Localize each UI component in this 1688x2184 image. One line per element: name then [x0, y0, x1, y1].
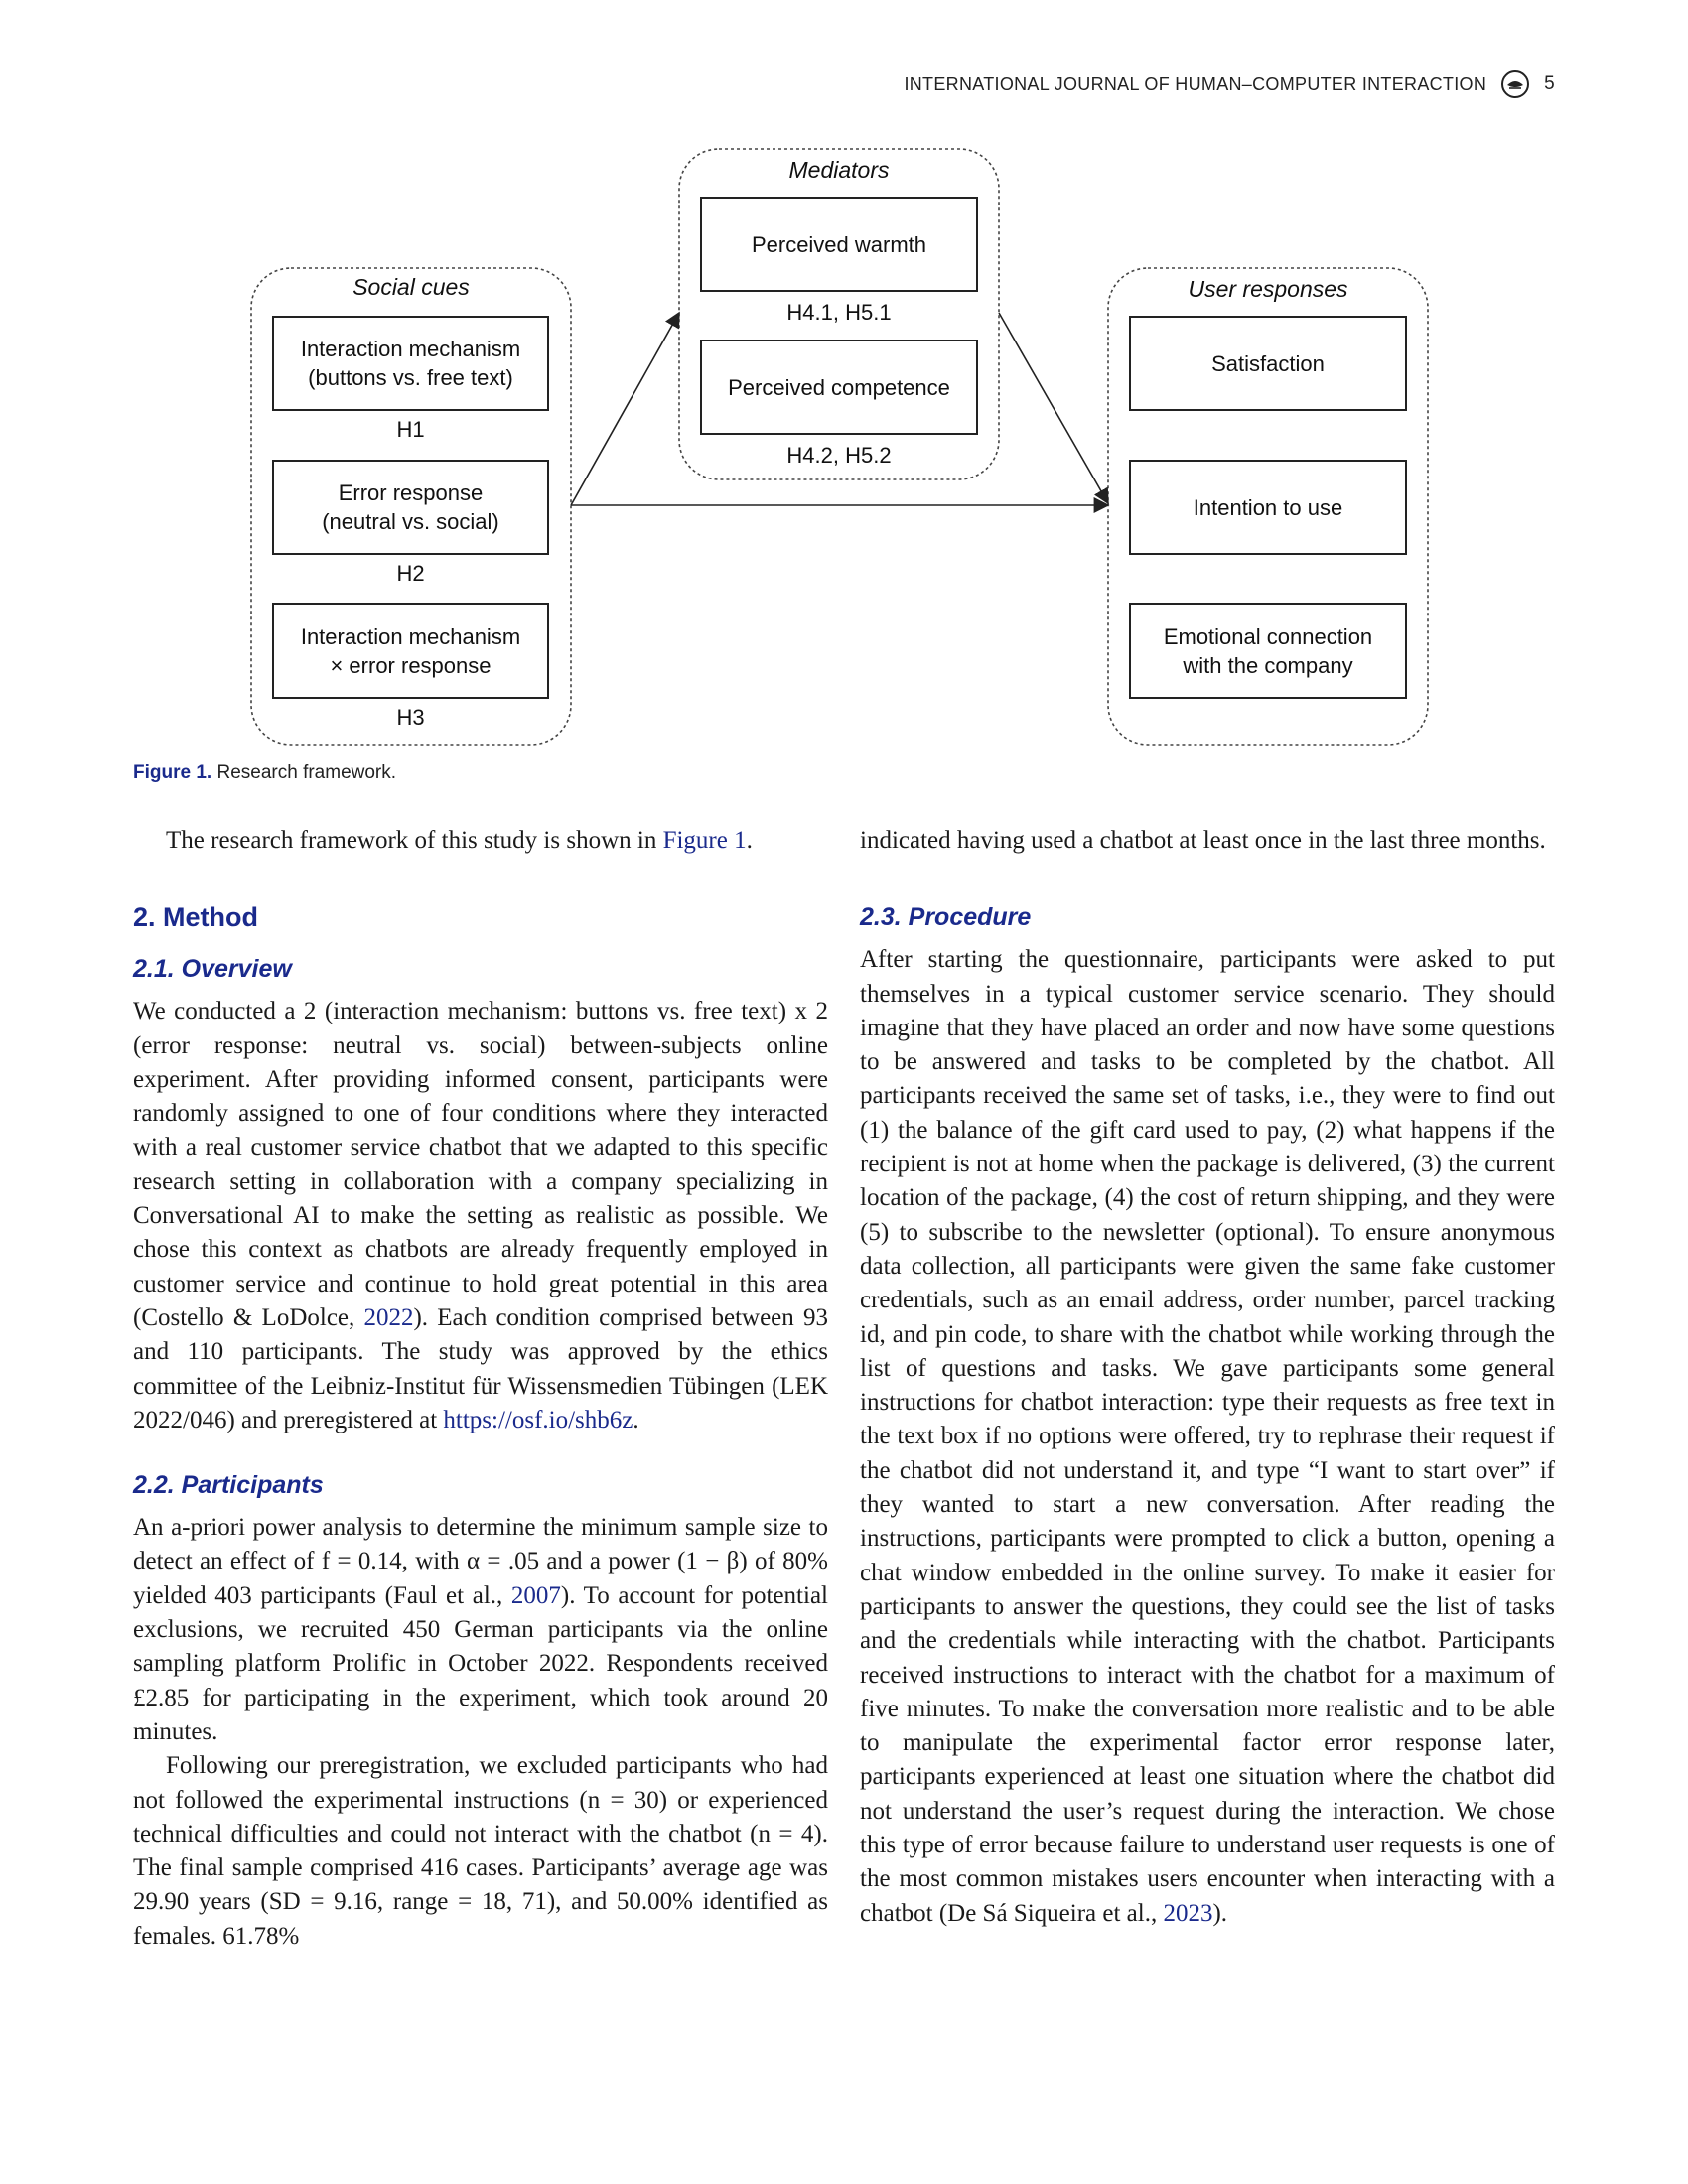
figure-caption-label: Figure 1.	[133, 762, 212, 783]
procedure-paragraph: After starting the questionnaire, participants were asked to put themselves in a typical customer service scenario. They should imagine that they have placed an order and now have some questions to be answered and tasks to be completed by the chatbot. All participants received the same set of tasks, i.e., they were to find out (1) the balance of the gift card used to pay, (2) what happens if the recipient is not at home when the package is delivered, (3) the current location of the package, (4) the cost of return shipping, and they were (5) to subscribe to the newsletter (optional). To ensure anonymous data collection, all participants were given the same fake customer credentials, such as an email address, order number, parcel tracking id, and pin code, to share with the chatbot while working through the list of questions and tasks. We gave participants some general instructions for chatbot interaction: type their requests as free text in the text box if no options were offered, try to rephrase their request if the chatbot did not understand it, and type “I want to start over” if they wanted to start a new conversation. After reading the instructions, participants were prompted to click a button, opening a chat window embedded in the online survey. To make it easier for participants to answer the questions, they could see the list of tasks and the credentials while interacting with the chatbot. Participants received instructions to interact with the chatbot for a maximum of five minutes. To make the conversation more realistic and to be able to manipulate the experimental factor error response later, participants experienced at least one situation where the chatbot did not understand the user’s request during the interaction. We chose this type of error because failure to understand user requests is one of the most common mistakes users encounter when interacting with a chatbot (De Sá Siqueira et al., 2023).	[860, 946, 1555, 1927]
error-response-box: Error response (neutral vs. social)	[272, 460, 549, 555]
procedure-heading: 2.3. Procedure	[860, 903, 1032, 932]
research-framework-figure	[0, 0, 1688, 794]
user-responses-title: User responses	[1188, 276, 1348, 302]
right-column	[860, 824, 1555, 1931]
intention-to-use-box: Intention to use	[1129, 460, 1407, 555]
hypothesis-label-h4-2-h5-2: H4.2, H5.2	[786, 443, 892, 468]
figure-1-link[interactable]: Figure 1	[662, 827, 747, 854]
social-cues-title: Social cues	[352, 274, 470, 300]
perceived-competence-box: Perceived competence	[700, 340, 978, 435]
intro-paragraph: The research framework of this study is shown in Figure 1.	[166, 827, 753, 854]
perceived-warmth-box: Perceived warmth	[700, 197, 978, 292]
mediators-title: Mediators	[788, 157, 890, 183]
emotional-connection-box: Emotional connection with the company	[1129, 603, 1407, 699]
overview-heading: 2.1. Overview	[133, 955, 292, 984]
participants-paragraph-2: Following our preregistration, we excluded participants who had not followed the experimental instructions (n = 30) or experienced technical difficulties and could not interact with the chatbot (n = 4). The final sample comprised 416 cases. Participants’ average age was 29.90 years (SD = 9.16, range = 18, 71), and 50.00% identified as females. 61.78%	[133, 1752, 828, 1950]
arrow-mediators-to-responses	[999, 313, 1108, 503]
left-column	[133, 824, 828, 1954]
continued-paragraph: indicated having used a chatbot at least once in the last three months.	[860, 827, 1546, 854]
participants-paragraph-1: An a-priori power analysis to determine the minimum sample size to detect an effect of f = 0.14, with α = .05 and a power (1 − β) of 80% yielded 403 participants (Faul et al., 2007). To account for potential exclusions, we recruited 450 German participants via the online sampling platform Prolific in October 2022. Respondents received £2.85 for participating in the experiment, which took around 20 minutes.	[133, 1514, 828, 1745]
de-sa-siqueira-2023-citation-link[interactable]: 2023	[1163, 1899, 1213, 1927]
hypothesis-label-h2: H2	[396, 561, 425, 586]
journal-name: INTERNATIONAL JOURNAL OF HUMAN–COMPUTER INTERACTION	[904, 73, 1487, 94]
overview-paragraph: We conducted a 2 (interaction mechanism: buttons vs. free text) x 2 (error response: neutral vs. social) between-subjects online experiment. After providing informed consent, participants were randomly assigned to one of four conditions where they interacted with a real customer service chatbot that we adapted to this specific research setting in collaboration with a company specializing in Conversational AI to make the setting as realistic as possible. We chose this context as chatbots are already frequently employed in customer service and continue to hold great potential in this area (Costello & LoDolce, 2022). Each condition comprised between 93 and 110 participants. The study was approved by the ethics committee of the Leibniz-Institut für Wissensmedien Tübingen (LEK 2022/046) and preregistered at https://osf.io/shb6z.	[133, 998, 828, 1433]
page-number: 5	[1544, 73, 1555, 94]
arrow-to-mediators	[571, 313, 679, 505]
hypothesis-label-h1: H1	[396, 417, 425, 442]
hypothesis-label-h4-1-h5-1: H4.1, H5.1	[786, 300, 892, 325]
osf-preregistration-link[interactable]: https://osf.io/shb6z	[443, 1406, 633, 1433]
interaction-mechanism-box: Interaction mechanism (buttons vs. free text)	[272, 316, 549, 411]
interaction-x-error-box: Interaction mechanism × error response	[272, 603, 549, 699]
costello-2022-citation-link[interactable]: 2022	[363, 1303, 414, 1331]
figure-caption	[133, 762, 396, 784]
hypothesis-label-h3: H3	[396, 705, 425, 730]
method-heading: 2. Method	[133, 902, 258, 933]
faul-2007-citation-link[interactable]: 2007	[510, 1581, 561, 1609]
satisfaction-box: Satisfaction	[1129, 316, 1407, 411]
participants-heading: 2.2. Participants	[133, 1471, 324, 1500]
figure-caption-text: Research framework.	[216, 762, 397, 783]
